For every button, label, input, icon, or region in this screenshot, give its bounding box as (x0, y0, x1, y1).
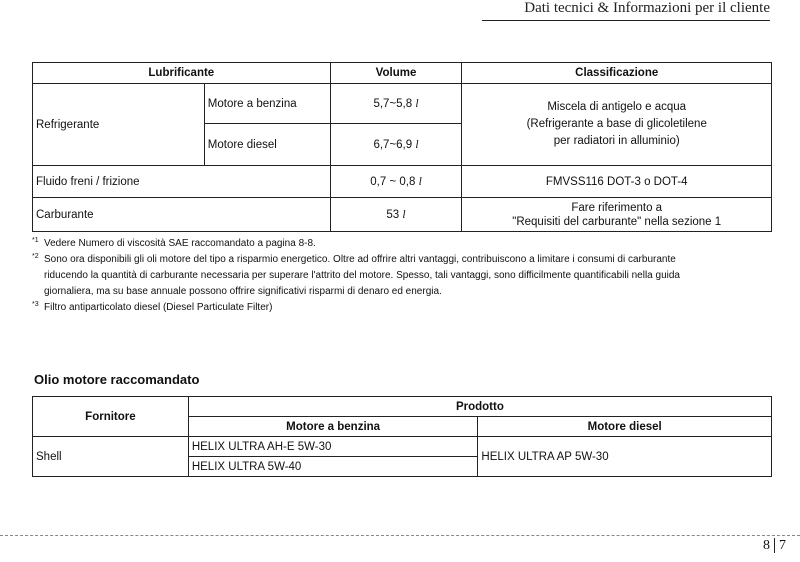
page-index: 7 (774, 538, 790, 553)
page-section: 8 (763, 538, 770, 553)
brake-fluid-volume: 0,7 ~ 0,8 l (330, 166, 462, 198)
unit-liter: l (418, 175, 422, 188)
brake-fluid-row (33, 166, 772, 198)
lubricants-header-row (33, 63, 772, 84)
brake-fluid-name: Fluido freni / frizione (33, 166, 331, 198)
coolant-name: Refrigerante (33, 84, 205, 166)
footnote-text: Vedere Numero di viscosità SAE raccomandato a pagina 8-8. (44, 238, 316, 249)
coolant-row-petrol (33, 84, 772, 124)
fuel-volume: 53 l (330, 198, 462, 232)
footnote-text: riducendo la quantità di carburante necessaria per superare l'attrito del motore. Spesso, tali vantaggi, sono difficilmente quantificabili nella guida (44, 270, 680, 281)
unit-liter: l (415, 138, 419, 151)
lubricants-table (32, 62, 772, 232)
footnote-marker: *3 (32, 301, 39, 308)
page-header-title: Dati tecnici & Informazioni per il cliente (524, 0, 770, 16)
unit-liter: l (402, 208, 406, 221)
header-petrol-engine: Motore a benzina (188, 417, 478, 437)
petrol-product-2: HELIX ULTRA 5W-40 (188, 457, 478, 477)
header-diesel-engine: Motore diesel (478, 417, 772, 437)
footnote-text: giornaliera, ma su base annuale possono offrire significativi risparmi di denaro ed energia. (44, 286, 442, 297)
oil-section-title: Olio motore raccomandato (34, 372, 200, 387)
unit-liter: l (415, 97, 419, 110)
footnote-3 (32, 300, 777, 316)
fuel-classification: Fare riferimento a "Requisiti del carburante" nella sezione 1 (462, 198, 772, 232)
page-number (759, 538, 790, 554)
coolant-classification: Miscela di antigelo e acqua (Refrigerante a base di glicoletilene per radiatori in alluminio) (462, 84, 772, 166)
header-lubricant: Lubrificante (33, 63, 331, 84)
header-rule (482, 20, 770, 21)
oil-row-1 (33, 437, 772, 457)
header-volume: Volume (330, 63, 462, 84)
fuel-name: Carburante (33, 198, 331, 232)
footnote-text: Filtro antiparticolato diesel (Diesel Particulate Filter) (44, 302, 273, 313)
brake-fluid-classification: FMVSS116 DOT-3 o DOT-4 (462, 166, 772, 198)
footnotes (32, 236, 777, 316)
coolant-petrol-label: Motore a benzina (204, 84, 330, 124)
coolant-petrol-volume: 5,7~5,8 l (330, 84, 462, 124)
footnote-1 (32, 236, 777, 252)
petrol-product-1: HELIX ULTRA AH-E 5W-30 (188, 437, 478, 457)
coolant-diesel-volume: 6,7~6,9 l (330, 124, 462, 166)
header-product: Prodotto (188, 397, 771, 417)
footer-dashed-rule (0, 535, 800, 536)
diesel-product: HELIX ULTRA AP 5W-30 (478, 437, 772, 477)
header-supplier: Fornitore (33, 397, 189, 437)
footnote-marker: *1 (32, 237, 39, 244)
footnote-marker: *2 (32, 253, 39, 260)
oil-header-row (33, 397, 772, 417)
header-classification: Classificazione (462, 63, 772, 84)
footnote-2 (32, 252, 777, 300)
footnote-text: Sono ora disponibili gli oli motore del tipo a risparmio energetico. Oltre ad offrire altri vantaggi, contribuiscono a limitare i consumi di carburante (44, 254, 676, 265)
fuel-row (33, 198, 772, 232)
supplier-name: Shell (33, 437, 189, 477)
coolant-diesel-label: Motore diesel (204, 124, 330, 166)
oil-table (32, 396, 772, 477)
